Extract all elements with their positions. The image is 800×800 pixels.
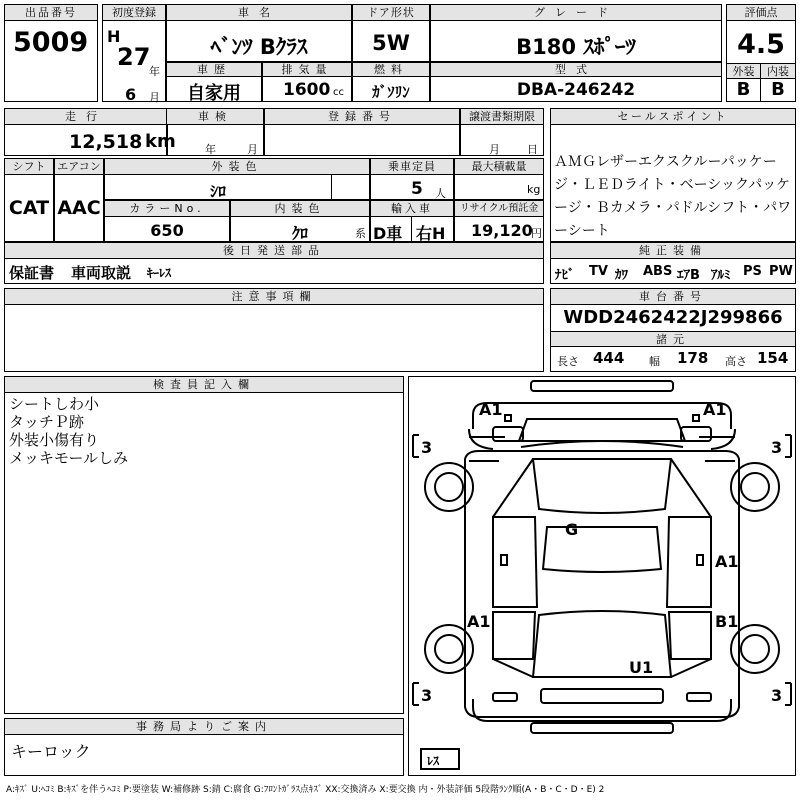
- car-name-label: 車名: [167, 5, 351, 21]
- first-reg-month-unit: 月: [149, 91, 160, 104]
- lot-box: [4, 4, 98, 102]
- capacity-unit: 人: [435, 187, 446, 200]
- capacity-label: 乗車定員: [371, 159, 453, 175]
- mileage-value: 12,518: [69, 131, 143, 153]
- score-ext-value: B: [727, 79, 761, 101]
- equipment-label: 純正装備: [551, 243, 795, 259]
- tire-mark: 3: [421, 686, 433, 705]
- first-reg-label: 初度登録: [103, 5, 165, 21]
- color-no-box: [104, 200, 230, 242]
- ext-color-label: 外装色: [105, 159, 369, 175]
- doc-deadline-month-unit: 月: [489, 143, 500, 156]
- ext-color-value: ｼﾛ: [209, 182, 226, 201]
- inspection-month-unit: 月: [247, 143, 258, 156]
- tire-mark: 3: [771, 686, 783, 705]
- door-value: 5W: [372, 31, 410, 55]
- damage-mark: A1: [467, 612, 491, 631]
- import-divider: [411, 217, 412, 241]
- specs-label: 諸元: [551, 331, 795, 347]
- damage-mark: A1: [715, 552, 739, 571]
- spare-mark: ﾚｽ: [427, 754, 440, 768]
- notes-box: [4, 288, 544, 372]
- capacity-box: [370, 158, 454, 200]
- ext-color-divider: [331, 175, 332, 199]
- specs-width-label: 幅: [649, 355, 660, 368]
- history-box: [166, 62, 262, 102]
- displacement-box: [262, 62, 352, 102]
- history-label: 車歴: [167, 63, 261, 77]
- car-diagram-box: [408, 376, 796, 776]
- int-color-box: [230, 200, 370, 242]
- inspector-label: 検査員記入欄: [5, 377, 403, 393]
- lot-number: 5009: [13, 27, 89, 58]
- equipment-item: ｱﾙﾐ: [711, 268, 731, 283]
- fuel-label: 燃料: [353, 63, 429, 77]
- doc-deadline-label: 譲渡書類期限: [461, 109, 543, 125]
- aircon-value: AAC: [57, 197, 101, 219]
- specs-height-label: 高さ: [725, 355, 747, 368]
- reg-no-box: [264, 108, 460, 156]
- score-int-value: B: [771, 79, 785, 100]
- import-label: 輸入車: [371, 201, 453, 217]
- recycle-unit: 円: [531, 227, 542, 240]
- notes-label: 注意事項欄: [5, 289, 543, 305]
- doc-deadline-box: [460, 108, 544, 156]
- score-ext-label: 外装: [727, 63, 761, 79]
- car-name-value: ﾍﾞﾝﾂ Bｸﾗｽ: [210, 35, 308, 59]
- shift-label: シフト: [5, 159, 53, 175]
- car-name-box: [166, 4, 352, 62]
- later-parts-label: 後日発送部品: [5, 243, 543, 259]
- inspector-line: メッキモールしみ: [9, 449, 129, 467]
- damage-mark: A1: [479, 400, 503, 419]
- recycle-value: 19,120: [471, 221, 533, 240]
- int-color-label: 内装色: [231, 201, 369, 217]
- sales-point-text: ＡＭＧレザーエクスクルーパッケージ・ＬＥＤライト・ベーシックパッケージ・Ｂカメラ・パドルシフト・パワーシート: [554, 154, 792, 239]
- door-label: ドア形状: [353, 5, 429, 21]
- color-no-label: カラーNo.: [105, 201, 229, 217]
- later-parts-item: 保証書: [9, 264, 55, 282]
- first-reg-box: [102, 4, 166, 102]
- displacement-unit: cc: [333, 87, 344, 98]
- inspection-year-unit: 年: [205, 143, 216, 156]
- mileage-unit: km: [145, 131, 176, 152]
- tire-mark: 3: [771, 438, 783, 457]
- inspector-box: [4, 376, 404, 714]
- capacity-value: 5: [411, 179, 423, 199]
- grade-label: グレード: [431, 5, 721, 21]
- max-load-unit: kg: [527, 183, 541, 196]
- recycle-label: リサイクル預託金: [455, 201, 543, 217]
- equipment-box: [550, 242, 796, 284]
- equipment-item: TV: [589, 264, 608, 279]
- model-code-value: DBA-246242: [516, 80, 636, 100]
- score-int-label: 内装: [761, 63, 795, 79]
- first-reg-era: H: [107, 27, 121, 46]
- specs-length-label: 長さ: [557, 355, 579, 368]
- import-value1: D車: [373, 224, 403, 243]
- model-code-label: 型式: [431, 63, 721, 77]
- car-diagram: [409, 377, 795, 775]
- later-parts-box: [4, 242, 544, 284]
- aircon-label: エアコン: [55, 159, 103, 175]
- door-box: [352, 4, 430, 62]
- grade-value: B180 ｽﾎﾟｰﾂ: [516, 35, 636, 59]
- office-label: 事務局よりご案内: [5, 719, 403, 735]
- equipment-item: ABS: [643, 264, 673, 279]
- lot-label: 出品番号: [5, 5, 97, 21]
- ext-color-box: [104, 158, 370, 200]
- specs-height-value: 154: [757, 349, 789, 367]
- damage-mark: G: [565, 520, 579, 539]
- damage-mark: B1: [715, 612, 739, 631]
- equipment-item: PW: [769, 264, 793, 279]
- color-no-value: 650: [150, 221, 184, 240]
- inspection-box: [166, 108, 264, 156]
- mileage-box: [4, 108, 176, 156]
- equipment-item: PS: [743, 264, 762, 279]
- int-color-suffix: 系: [355, 227, 366, 240]
- grade-box: [430, 4, 722, 62]
- sales-point-box: [550, 108, 796, 242]
- fuel-value: ｶﾞｿﾘﾝ: [372, 83, 410, 101]
- equipment-item: ｶﾜ: [615, 268, 628, 283]
- displacement-label: 排気量: [263, 63, 351, 77]
- legend-text: A:ｷｽﾞ U:ﾍｺﾐ B:ｷｽﾞを伴うﾍｺﾐ P:要塗装 W:補修跡 S:錆 C:腐食 G:ﾌﾛﾝﾄｶﾞﾗｽ点ｷｽﾞ XX:交換済み X:要交換 内・外装評価 5段階ﾗﾝｸ順(A・B・C・D・E) 2: [6, 785, 605, 795]
- office-text: キーロック: [11, 742, 91, 761]
- tire-mark: 3: [421, 438, 433, 457]
- import-box: [370, 200, 454, 242]
- shift-value: CAT: [8, 197, 50, 219]
- displacement-value: 1600: [283, 80, 331, 100]
- first-reg-year: 27: [117, 43, 151, 71]
- later-parts-item: 車両取説: [71, 264, 132, 282]
- model-code-box: [430, 62, 722, 102]
- mileage-label: 走行: [5, 109, 167, 125]
- chassis-box: [550, 288, 796, 372]
- sales-point-label: セールスポイント: [551, 109, 795, 125]
- aircon-box: [54, 158, 104, 242]
- inspector-line: タッチＰ跡: [9, 413, 85, 431]
- inspector-line: シートしわ小: [9, 395, 100, 413]
- recycle-box: [454, 200, 544, 242]
- damage-mark: U1: [629, 658, 654, 677]
- max-load-box: [454, 158, 544, 200]
- inspector-line: 外装小傷有り: [9, 431, 100, 449]
- first-reg-month: 6: [125, 85, 137, 104]
- specs-width-value: 178: [677, 349, 709, 367]
- office-box: [4, 718, 404, 776]
- score-box: [726, 4, 796, 102]
- chassis-value: WDD2462422J299866: [563, 307, 783, 328]
- reg-no-label: 登録番号: [265, 109, 459, 125]
- import-value2: 右H: [416, 224, 446, 243]
- shift-box: [4, 158, 54, 242]
- chassis-label: 車台番号: [551, 289, 795, 305]
- damage-mark: A1: [703, 400, 727, 419]
- equipment-item: ﾅﾋﾞ: [555, 268, 575, 283]
- int-color-value: ｸﾛ: [291, 224, 308, 243]
- later-parts-item: ｷｰﾚｽ: [147, 266, 172, 280]
- equipment-item: ｴｱB: [677, 268, 700, 283]
- specs-length-value: 444: [593, 349, 625, 367]
- first-reg-year-unit: 年: [149, 65, 160, 78]
- doc-deadline-day-unit: 日: [527, 143, 538, 156]
- inspection-label: 車検: [167, 109, 263, 125]
- score-value: 4.5: [737, 29, 785, 60]
- history-value: 自家用: [187, 83, 241, 104]
- max-load-label: 最大積載量: [455, 159, 543, 175]
- fuel-box: [352, 62, 430, 102]
- score-label: 評価点: [727, 5, 795, 21]
